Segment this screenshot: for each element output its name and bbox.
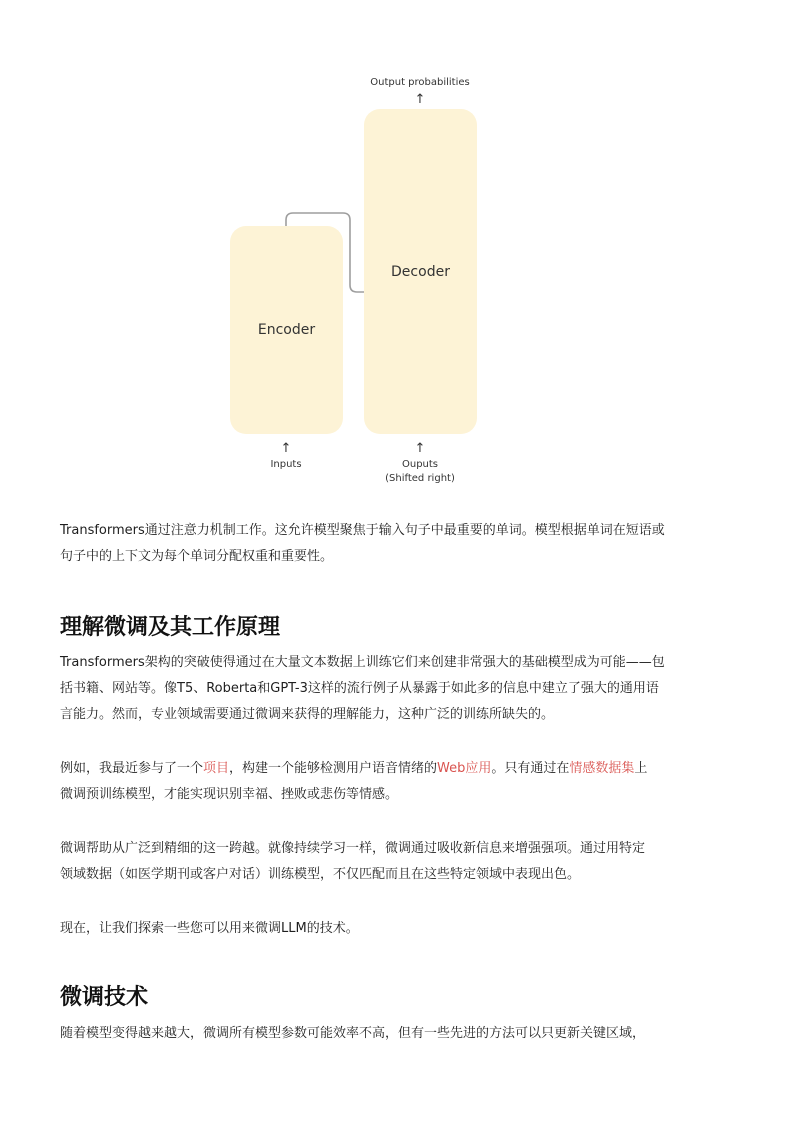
- outputs-label: Ouputs: [401, 459, 439, 470]
- s1p1-line-1: Transformers架构的突破使得通过在大量文本数据上训练它们来创建非常强大的基础模型成为可能——包: [60, 655, 665, 670]
- s1p2-line-2: 微调预训练模型，才能实现识别幸福、挫败或悲伤等情感。: [60, 787, 399, 802]
- transformer-diagram: [0, 0, 793, 500]
- encoder-label: Encoder: [257, 322, 316, 338]
- s1p3-line-2: 领域数据（如医学期刊或客户对话）训练模型，不仅匹配而且在这些特定领域中表现出色。: [60, 867, 581, 882]
- s1p3-line-1: 微调帮助从广泛到精细的这一跨越。就像持续学习一样，微调通过吸收新信息来增强强项。通过用特定: [60, 841, 646, 856]
- decoder-label: Decoder: [391, 263, 450, 280]
- emotion-dataset-link[interactable]: 情感数据集: [569, 761, 635, 776]
- section-heading-techniques: 微调技术: [60, 985, 149, 1010]
- section1-paragraph-1: [60, 650, 740, 728]
- section1-paragraph-4: [60, 916, 740, 942]
- web-app-link[interactable]: Web应用: [437, 761, 492, 776]
- section1-paragraph-3: [60, 836, 740, 888]
- s1p4-line-1: 现在，让我们探索一些您可以用来微调LLM的技术。: [60, 921, 359, 936]
- outputs-sublabel: (Shifted right): [385, 473, 455, 484]
- section-heading-fine-tuning: 理解微调及其工作原理: [60, 615, 281, 640]
- s2p1-line-1: 随着模型变得越来越大，微调所有模型参数可能效率不高，但有一些先进的方法可以只更新关键区域，: [60, 1026, 646, 1041]
- intro-paragraph: [60, 518, 740, 570]
- s1p1-line-2: 括书籍、网站等。像T5、Roberta和GPT-3这样的流行例子从暴露于如此多的信息中建立了强大的通用语: [60, 681, 659, 696]
- section2-paragraph-1: [60, 1021, 740, 1047]
- section1-paragraph-2: [60, 756, 740, 808]
- decoder-box: [364, 109, 477, 434]
- s1p2-text-4: 上: [634, 761, 648, 776]
- intro-line-2: 句子中的上下文为每个单词分配权重和重要性。: [60, 549, 334, 564]
- s1p2-text-3: 。只有通过在: [491, 761, 570, 776]
- outputs-arrow-icon: ↑: [414, 441, 426, 456]
- output-probabilities-label: Output probabilities: [370, 77, 470, 88]
- intro-line-1: Transformers通过注意力机制工作。这允许模型聚焦于输入句子中最重要的单词。模型根据单词在短语或: [60, 523, 665, 538]
- project-link[interactable]: 项目: [203, 761, 230, 776]
- s1p1-line-3: 言能力。然而，专业领域需要通过微调来获得的理解能力，这种广泛的训练所缺失的。: [60, 707, 555, 722]
- inputs-label: Inputs: [270, 459, 302, 470]
- s1p2-text-2: ，构建一个能够检测用户语音情绪的: [229, 761, 438, 776]
- inputs-arrow-icon: ↑: [280, 441, 292, 456]
- output-arrow-icon: ↑: [414, 92, 426, 107]
- encoder-box: [230, 226, 343, 434]
- s1p2-text-1: 例如，我最近参与了一个: [60, 761, 204, 776]
